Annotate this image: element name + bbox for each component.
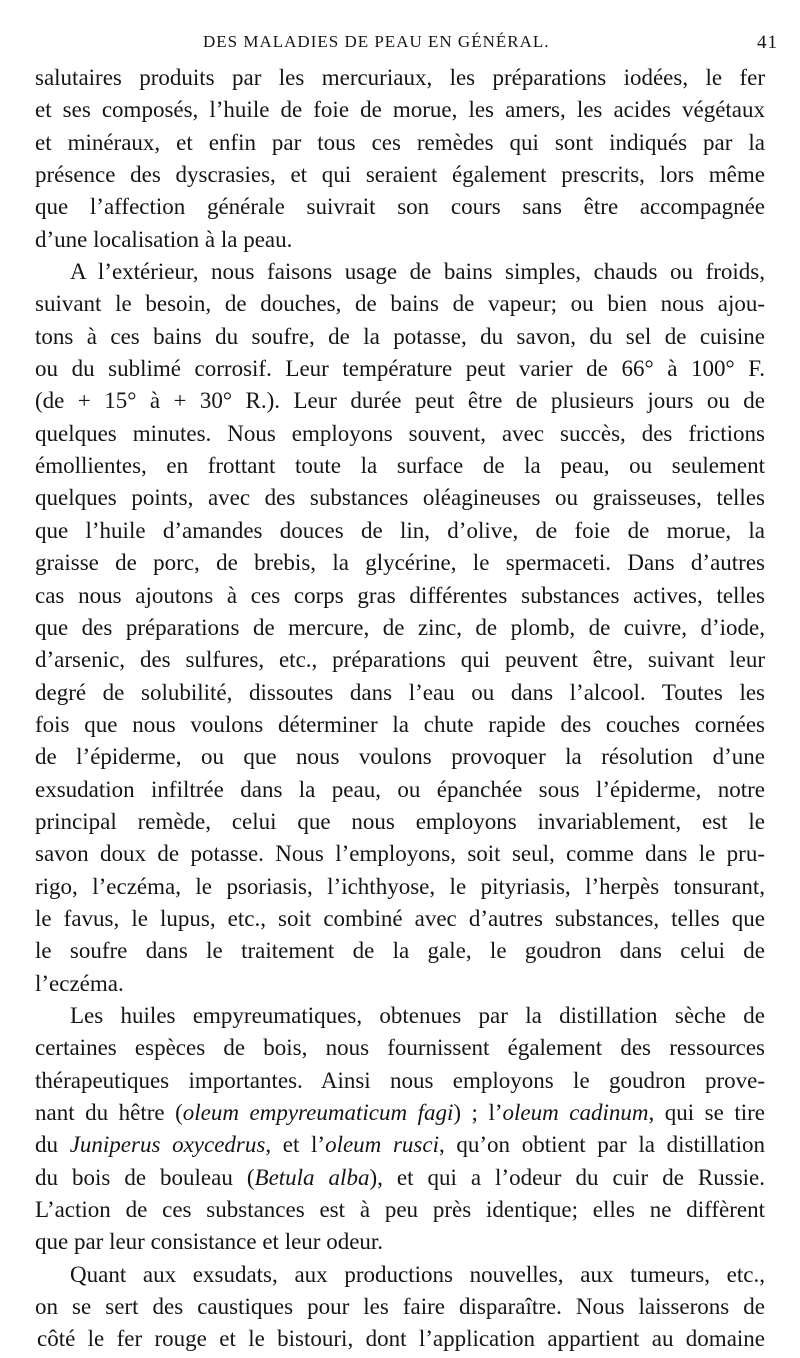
text-line: on se sert des caustiques pour les faire disparaître. Nous laisserons de [35,1294,765,1320]
text-line: cas nous ajoutons à ces corps gras différentes substances actives, telles [35,582,765,608]
text-line: que l’huile d’amandes douces de lin, d’olive, de foie de morue, la [35,517,765,543]
text-line: fois que nous voulons déterminer la chute rapide des couches cornées [35,711,765,737]
text-line: quelques points, avec des substances oléagineuses ou graisseuses, telles [35,485,765,511]
text-line: Les huiles empyreumatiques, obtenues par la distillation sèche de [70,1002,765,1028]
text-line: rigo, l’eczéma, le psoriasis, l’ichthyose, le pityriasis, l’herpès tonsurant, [35,873,765,899]
running-title: DES MALADIES DE PEAU EN GÉNÉRAL. [203,32,550,51]
text-line: côté le fer rouge et le bistouri, dont l’application appartient au domaine [37,1326,765,1352]
text-line: nant du hêtre (oleum empyreumaticum fagi) ; l’oleum cadinum, qui se tire [35,1100,765,1125]
text-line: salutaires produits par les mercuriaux, les préparations iodées, le fer [35,65,765,90]
text-line: tons à ces bains du soufre, de la potasse, du savon, du sel de cuisine [35,323,765,349]
text-line: du Juniperus oxycedrus, et l’oleum rusci, qu’on obtient par la distillation [35,1132,765,1158]
text-line: L’action de ces substances est à peu près identique; elles ne diffèrent [35,1197,765,1223]
text-line: d’arsenic, des sulfures, etc., préparations qui peuvent être, suivant leur [35,647,765,673]
text-line: (de + 15° à + 30° R.). Leur durée peut être de plusieurs jours ou de [35,388,765,414]
text-line: le soufre dans le traitement de la gale, le goudron dans celui de [35,938,765,964]
text-line: l’eczéma. [35,970,124,996]
page-number: 41 [757,32,778,53]
text-line: le favus, le lupus, etc., soit combiné avec d’autres substances, telles que [35,905,765,931]
text-line: présence des dyscrasies, et qui seraient également prescrits, lors même [35,162,765,188]
text-line: degré de solubilité, dissoutes dans l’eau ou dans l’alcool. Toutes les [35,679,765,705]
text-line: ou du sublimé corrosif. Leur température peut varier de 66° à 100° F. [35,356,765,382]
text-line: et minéraux, et enfin par tous ces remèdes qui sont indiqués par la [35,129,765,155]
text-line: A l’extérieur, nous faisons usage de bains simples, chauds ou froids, [70,259,765,285]
text-line: certaines espèces de bois, nous fournissent également des ressources [35,1035,765,1061]
text-line: et ses composés, l’huile de foie de morue, les amers, les acides végétaux [35,97,765,123]
text-line: graisse de porc, de brebis, la glycérine, le spermaceti. Dans d’autres [35,550,765,576]
text-line: quelques minutes. Nous employons souvent, avec succès, des frictions [35,420,765,446]
text-line: que par leur consistance et leur odeur. [35,1229,384,1255]
text-line: suivant le besoin, de douches, de bains de vapeur; ou bien nous ajou- [35,291,765,317]
text-line: Quant aux exsudats, aux productions nouvelles, aux tumeurs, etc., [70,1261,765,1287]
text-line: exsudation infiltrée dans la peau, ou épanchée sous l’épiderme, notre [35,776,765,802]
text-line: de l’épiderme, ou que nous voulons provoquer la résolution d’une [35,744,765,770]
text-line: que l’affection générale suivrait son cours sans être accompagnée [35,194,765,220]
text-line: principal remède, celui que nous employons invariablement, est le [35,808,765,834]
text-line: du bois de bouleau (Betula alba), et qui a l’odeur du cuir de Russie. [35,1164,766,1190]
text-line: émollientes, en frottant toute la surface de la peau, ou seulement [35,453,765,479]
text-line: savon doux de potasse. Nous l’employons, soit seul, comme dans le pru- [35,841,765,867]
text-line: d’une localisation à la peau. [35,226,293,252]
text-line: thérapeutiques importantes. Ainsi nous employons le goudron prove- [35,1067,765,1093]
running-header [0,32,800,60]
body-text [35,62,765,1356]
text-line: que des préparations de mercure, de zinc, de plomb, de cuivre, d’iode, [35,614,765,640]
